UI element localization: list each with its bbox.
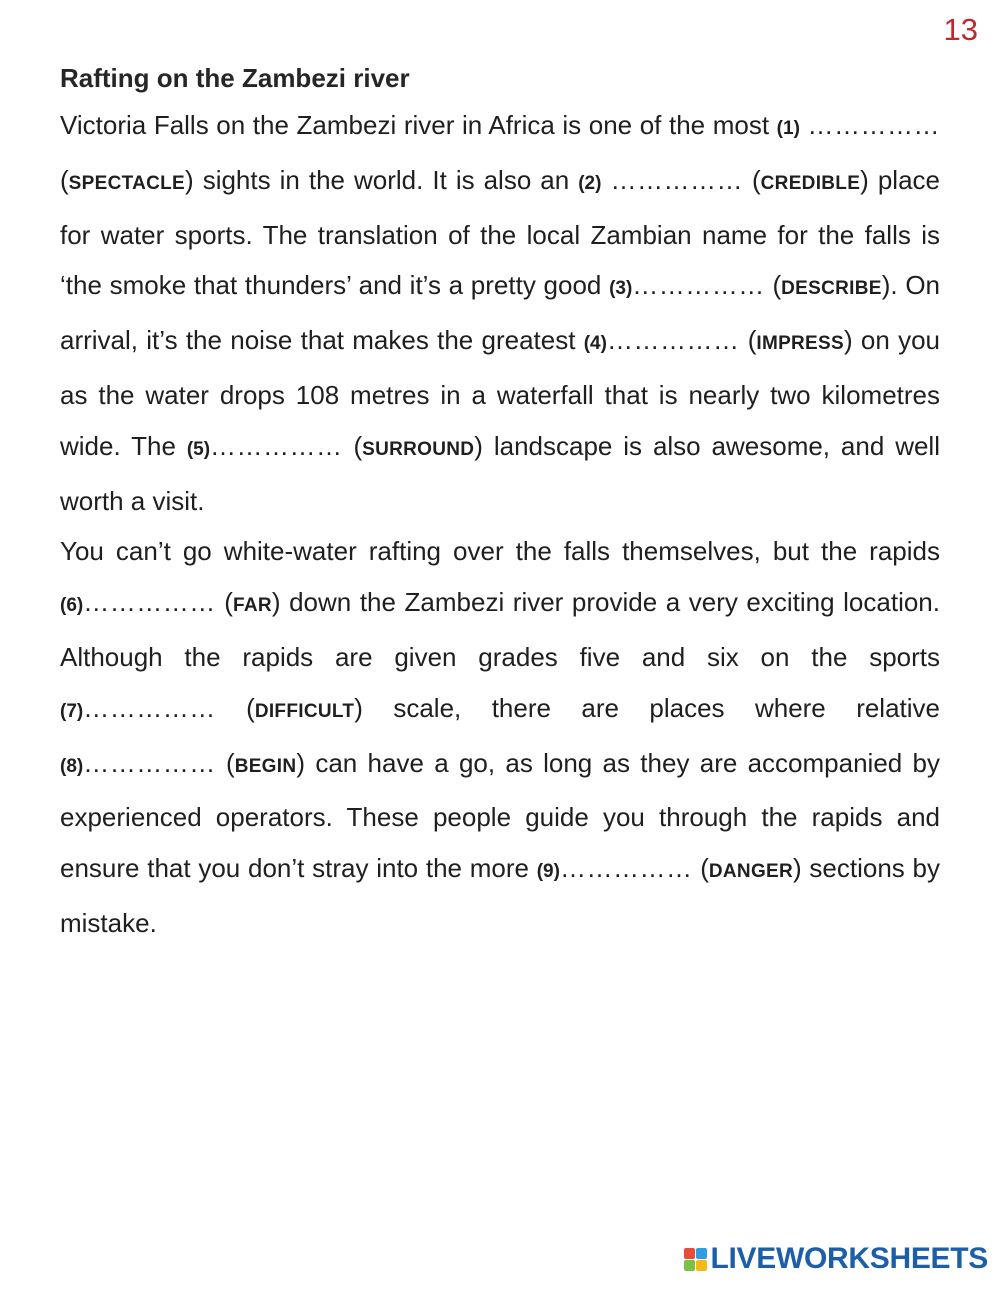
gap-number-3: (3) bbox=[609, 278, 633, 300]
answer-gap-8[interactable]: …………… bbox=[83, 747, 216, 778]
keyword-8: BEGIN bbox=[234, 755, 297, 777]
paragraph-1: Victoria Falls on the Zambezi river in Africa is one of the most (1) …………… (SPECTACLE) sights in the world. It is also an (2) …………… (CREDIBLE) place for water sports. The translation of the local Zambian name for the falls is ‘the smoke that thunders’ and it’s a pretty good (3)…………… (DESCRIBE). On arrival, it’s the noise that makes the greatest (4)…………… (IMPRESS) on you as the water drops 108 metres in a waterfall that is nearly two kilometres wide. The (5)…………… (SURROUND) landscape is also awesome, and well worth a visit. bbox=[60, 110, 941, 516]
gap-number-5: (5) bbox=[186, 438, 211, 460]
gap-number-6: (6) bbox=[60, 595, 84, 617]
keyword-9: DANGER bbox=[708, 861, 794, 883]
text-segment: ). On arrival, it’s the noise that makes the greatest bbox=[60, 270, 941, 356]
text-segment: You can’t go white-water rafting over the falls themselves, but the rapids bbox=[60, 536, 940, 567]
answer-gap-1[interactable]: …………… bbox=[807, 110, 940, 140]
text-segment: ) scale, there are places where relative bbox=[354, 692, 941, 723]
answer-gap-7[interactable]: …………… bbox=[83, 692, 216, 723]
answer-gap-2[interactable]: …………… bbox=[610, 164, 743, 195]
worksheet-title: Rafting on the Zambezi river bbox=[60, 63, 410, 93]
answer-gap-3[interactable]: …………… bbox=[632, 270, 765, 301]
keyword-6: FAR bbox=[232, 595, 272, 617]
answer-gap-5[interactable]: …………… bbox=[210, 430, 343, 461]
keyword-1: SPECTACLE bbox=[68, 172, 186, 194]
text-segment: ) landscape is also awesome, and well worth a visit. bbox=[60, 430, 940, 516]
answer-gap-6[interactable]: …………… bbox=[83, 587, 216, 618]
text-segment: Victoria Falls on the Zambezi river in Africa is one of the most bbox=[60, 110, 777, 140]
liveworksheets-logo-icon bbox=[684, 1248, 707, 1271]
text-segment: ) sections by mistake. bbox=[60, 853, 940, 938]
text-segment: ) place for water sports. The translation of the local Zambian name for the falls is ‘the smoke that thunders’ and it’s a pretty good bbox=[60, 164, 940, 301]
answer-gap-9[interactable]: …………… bbox=[559, 853, 693, 884]
gap-number-9: (9) bbox=[536, 861, 560, 883]
liveworksheets-brand[interactable] bbox=[684, 1242, 989, 1276]
keyword-5: SURROUND bbox=[362, 438, 475, 460]
gap-number-8: (8) bbox=[60, 755, 84, 777]
gap-number-7: (7) bbox=[60, 700, 84, 722]
text-segment: ) on you as the water drops 108 metres in a waterfall that is nearly two kilometres wide. The bbox=[60, 325, 940, 461]
keyword-3: DESCRIBE bbox=[781, 278, 882, 300]
paragraph-2: You can’t go white-water rafting over the falls themselves, but the rapids (6)…………… (FAR) down the Zambezi river provide a very exciting location. Although the rapids are given grades five and six on the sports (7)…………… (DIFFICULT) scale, there are places where relative (8)…………… (BEGIN) can have a go, as long as they are accompanied by experienced operators. These people guide you through the rapids and ensure that you don’t stray into the more (9)…………… (DANGER) sections by mistake. bbox=[60, 536, 941, 938]
worksheet-content bbox=[60, 56, 940, 949]
text-segment: ) can have a go, as long as they are accompanied by experienced operators. These people guide you through the rapids and ensure that you don’t stray into the more bbox=[60, 747, 940, 884]
gap-number-2: (2) bbox=[578, 172, 602, 194]
answer-gap-4[interactable]: …………… bbox=[606, 325, 740, 356]
keyword-4: IMPRESS bbox=[756, 333, 844, 355]
keyword-2: CREDIBLE bbox=[760, 172, 861, 194]
gap-number-4: (4) bbox=[583, 333, 607, 355]
page-number: 13 bbox=[943, 12, 978, 47]
keyword-7: DIFFICULT bbox=[254, 700, 355, 722]
text-segment: ) down the Zambezi river provide a very exciting location. Although the rapids are given grades five and six on the sports bbox=[60, 587, 940, 672]
text-segment: ) sights in the world. It is also an bbox=[185, 164, 579, 195]
brand-name: LIVEWORKSHEETS bbox=[710, 1242, 988, 1275]
gap-number-1: (1) bbox=[776, 118, 800, 139]
